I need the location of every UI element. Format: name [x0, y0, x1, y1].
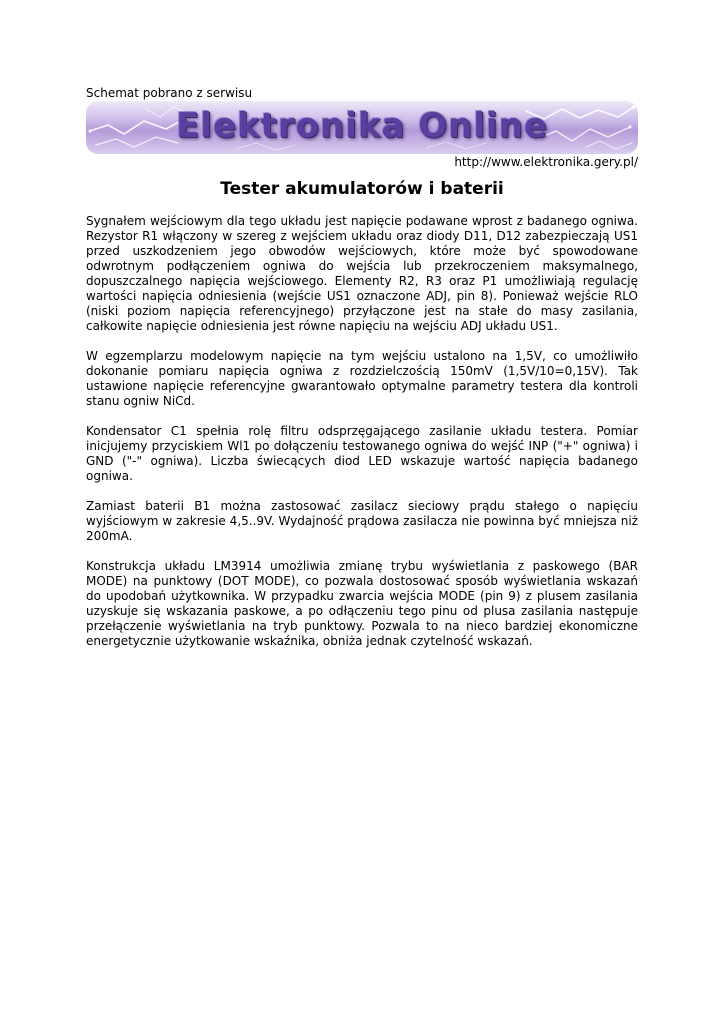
- paragraph-5: Konstrukcja układu LM3914 umożliwia zmianę trybu wyświetlania z paskowego (BAR MODE) na punktowy (DOT MODE), co pozwala dostosować sposób wyświetlania wskazań do upodobań użytkownika. W przypadku zwarcia wejścia MODE (pin 9) z plusem zasilania uzyskuje się wskazania paskowe, a po odłączeniu tego pinu od plusa zasilania następuje przełączenie wyświetlania na tryb punktowy. Pozwala to na nieco bardziej ekonomiczne energetycznie użytkowanie wskaźnika, obniża jednak czytelność wskazań.: [86, 559, 638, 648]
- document-page: [86, 86, 638, 664]
- source-text: Schemat pobrano z serwisu: [86, 86, 253, 100]
- paragraph-1: Sygnałem wejściowym dla tego układu jest napięcie podawane wprost z badanego ogniwa. Rezystor R1 włączony w szereg z wejściem układu oraz diody D11, D12 zabezpieczają US1 przed uszkodzeniem jego obwodów wejściowych, które może być spowodowane odwrotnym podłączeniem ogniwa do wejścia lub przekroczeniem maksymalnego, dopuszczalnego napięcia wejściowego. Elementy R2, R3 oraz P1 umożliwiają regulację wartości napięcia odniesienia (wejście US1 oznaczone ADJ, pin 8). Ponieważ wejście RLO (niski poziom napięcia referencyjnego) przyłączone jest na stałe do masy zasilania, całkowite napięcie odniesienia jest równe napięciu na wejściu ADJ układu US1.: [86, 214, 638, 333]
- site-banner[interactable]: [86, 101, 638, 154]
- paragraph-2: W egzemplarzu modelowym napięcie na tym wejściu ustalono na 1,5V, co umożliwiło dokonanie pomiaru napięcia ogniwa z rozdzielczością 150mV (1,5V/10=0,15V). Tak ustawione napięcie referencyjne gwarantowało optymalne parametry testera dla kontroli stanu ogniw NiCd.: [86, 349, 638, 408]
- banner-title: Elektronika Online: [176, 106, 548, 146]
- site-url-link[interactable]: http://www.elektronika.gery.pl/: [454, 155, 638, 169]
- paragraph-4: Zamiast baterii B1 można zastosować zasilacz sieciowy prądu stałego o napięciu wyjściowym w zakresie 4,5..9V. Wydajność prądowa zasilacza nie powinna być mniejsza niż 200mA.: [86, 499, 638, 543]
- paragraph-3: Kondensator C1 spełnia rolę filtru odsprzęgającego zasilanie układu testera. Pomiar inicjujemy przyciskiem Wl1 po dołączeniu testowanego ogniwa do wejść INP ("+" ogniwa) i GND ("-" ogniwa). Liczba świecących diod LED wskazuje wartość napięcia badanego ogniwa.: [86, 424, 638, 483]
- document-title: Tester akumulatorów i baterii: [220, 179, 504, 199]
